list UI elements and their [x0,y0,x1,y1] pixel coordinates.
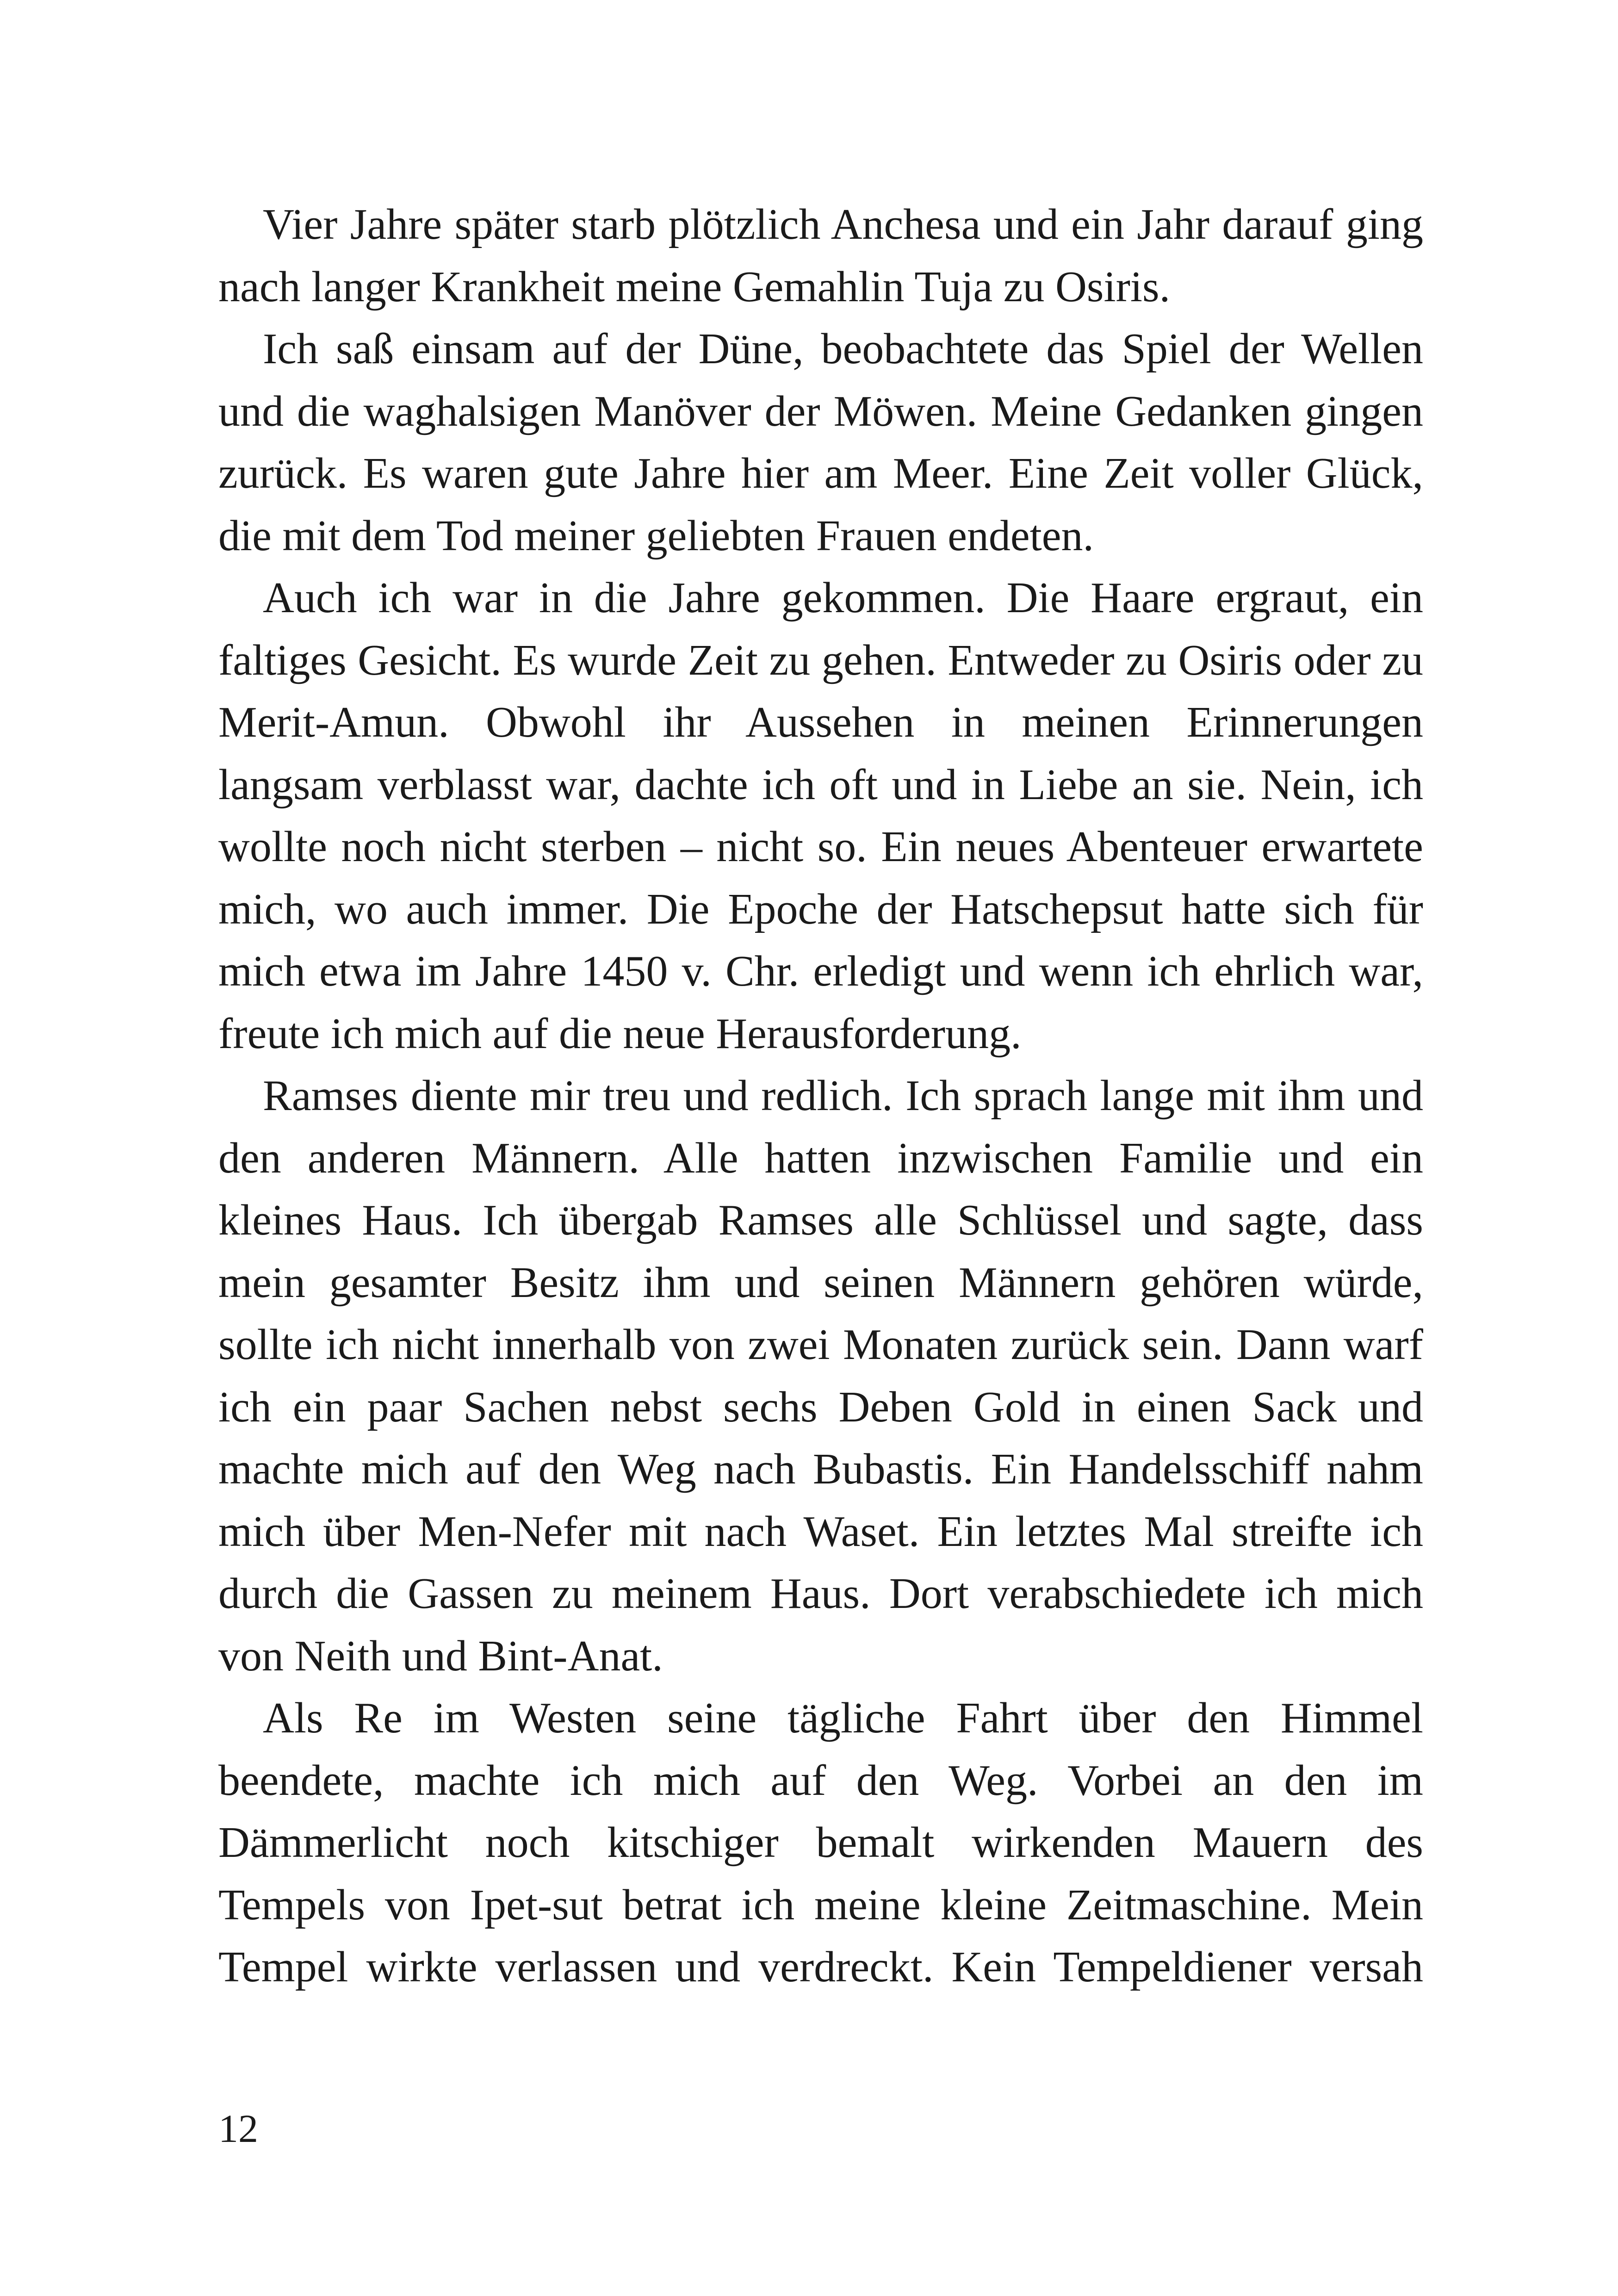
paragraph [218,1687,1423,1998]
text-line: kleines Haus. Ich übergab Ramses alle Schlüssel und sagte, dass [218,1196,1423,1244]
paragraph [218,193,1423,318]
text-line: Auch ich war in die Jahre gekommen. Die Haare ergraut, ein [263,574,1423,622]
text-line: freute ich mich auf die neue Herausforderung. [218,1009,1022,1058]
text-line: mich etwa im Jahre 1450 v. Chr. erledigt und wenn ich ehrlich war, [218,947,1423,995]
text-line: ich ein paar Sachen nebst sechs Deben Gold in einen Sack und [218,1383,1423,1431]
text-line: Tempel wirkte verlassen und verdreckt. Kein Tempeldiener versah [218,1943,1423,1991]
text-line: und die waghalsigen Manöver der Möwen. Meine Gedanken gingen [218,387,1423,435]
text-line: mich, wo auch immer. Die Epoche der Hatschepsut hatte sich für [218,885,1423,933]
text-line: zurück. Es waren gute Jahre hier am Meer. Eine Zeit voller Glück, [218,449,1423,497]
text-line: Vier Jahre später starb plötzlich Anchesa und ein Jahr darauf ging [263,200,1423,248]
text-line: Ich saß einsam auf der Düne, beobachtete das Spiel der Wellen [263,325,1423,373]
text-line: Merit-Amun. Obwohl ihr Aussehen in meinen Erinnerungen [218,698,1423,746]
text-line: mein gesamter Besitz ihm und seinen Männern gehören würde, [218,1258,1423,1307]
text-line: machte mich auf den Weg nach Bubastis. Ein Handelsschiff nahm [218,1445,1423,1493]
paragraph [218,318,1423,567]
text-line: wollte noch nicht sterben – nicht so. Ein neues Abenteuer erwartete [218,823,1423,871]
body-text [218,193,1423,1998]
page-number: 12 [218,2106,258,2151]
text-line: faltiges Gesicht. Es wurde Zeit zu gehen. Entweder zu Osiris oder zu [218,636,1423,684]
text-line: mich über Men-Nefer mit nach Waset. Ein letztes Mal streifte ich [218,1507,1423,1556]
text-line: Dämmerlicht noch kitschiger bemalt wirkenden Mauern des [218,1818,1423,1867]
text-line: langsam verblasst war, dachte ich oft und in Liebe an sie. Nein, ich [218,760,1423,809]
text-line: den anderen Männern. Alle hatten inzwischen Familie und ein [218,1134,1423,1182]
paragraph [218,567,1423,1065]
text-line: die mit dem Tod meiner geliebten Frauen endeten. [218,511,1094,560]
paragraph [218,1065,1423,1687]
text-line: sollte ich nicht innerhalb von zwei Monaten zurück sein. Dann warf [218,1321,1423,1369]
text-line: beendete, machte ich mich auf den Weg. Vorbei an den im [218,1756,1423,1805]
text-line: von Neith und Bint-Anat. [218,1632,663,1680]
text-line: nach langer Krankheit meine Gemahlin Tuja zu Osiris. [218,262,1171,311]
text-line: Ramses diente mir treu und redlich. Ich sprach lange mit ihm und [263,1072,1423,1120]
text-line: Tempels von Ipet-sut betrat ich meine kleine Zeitmaschine. Mein [218,1880,1423,1929]
text-line: Als Re im Westen seine tägliche Fahrt über den Himmel [263,1694,1423,1742]
text-line: durch die Gassen zu meinem Haus. Dort verabschiedete ich mich [218,1570,1423,1618]
